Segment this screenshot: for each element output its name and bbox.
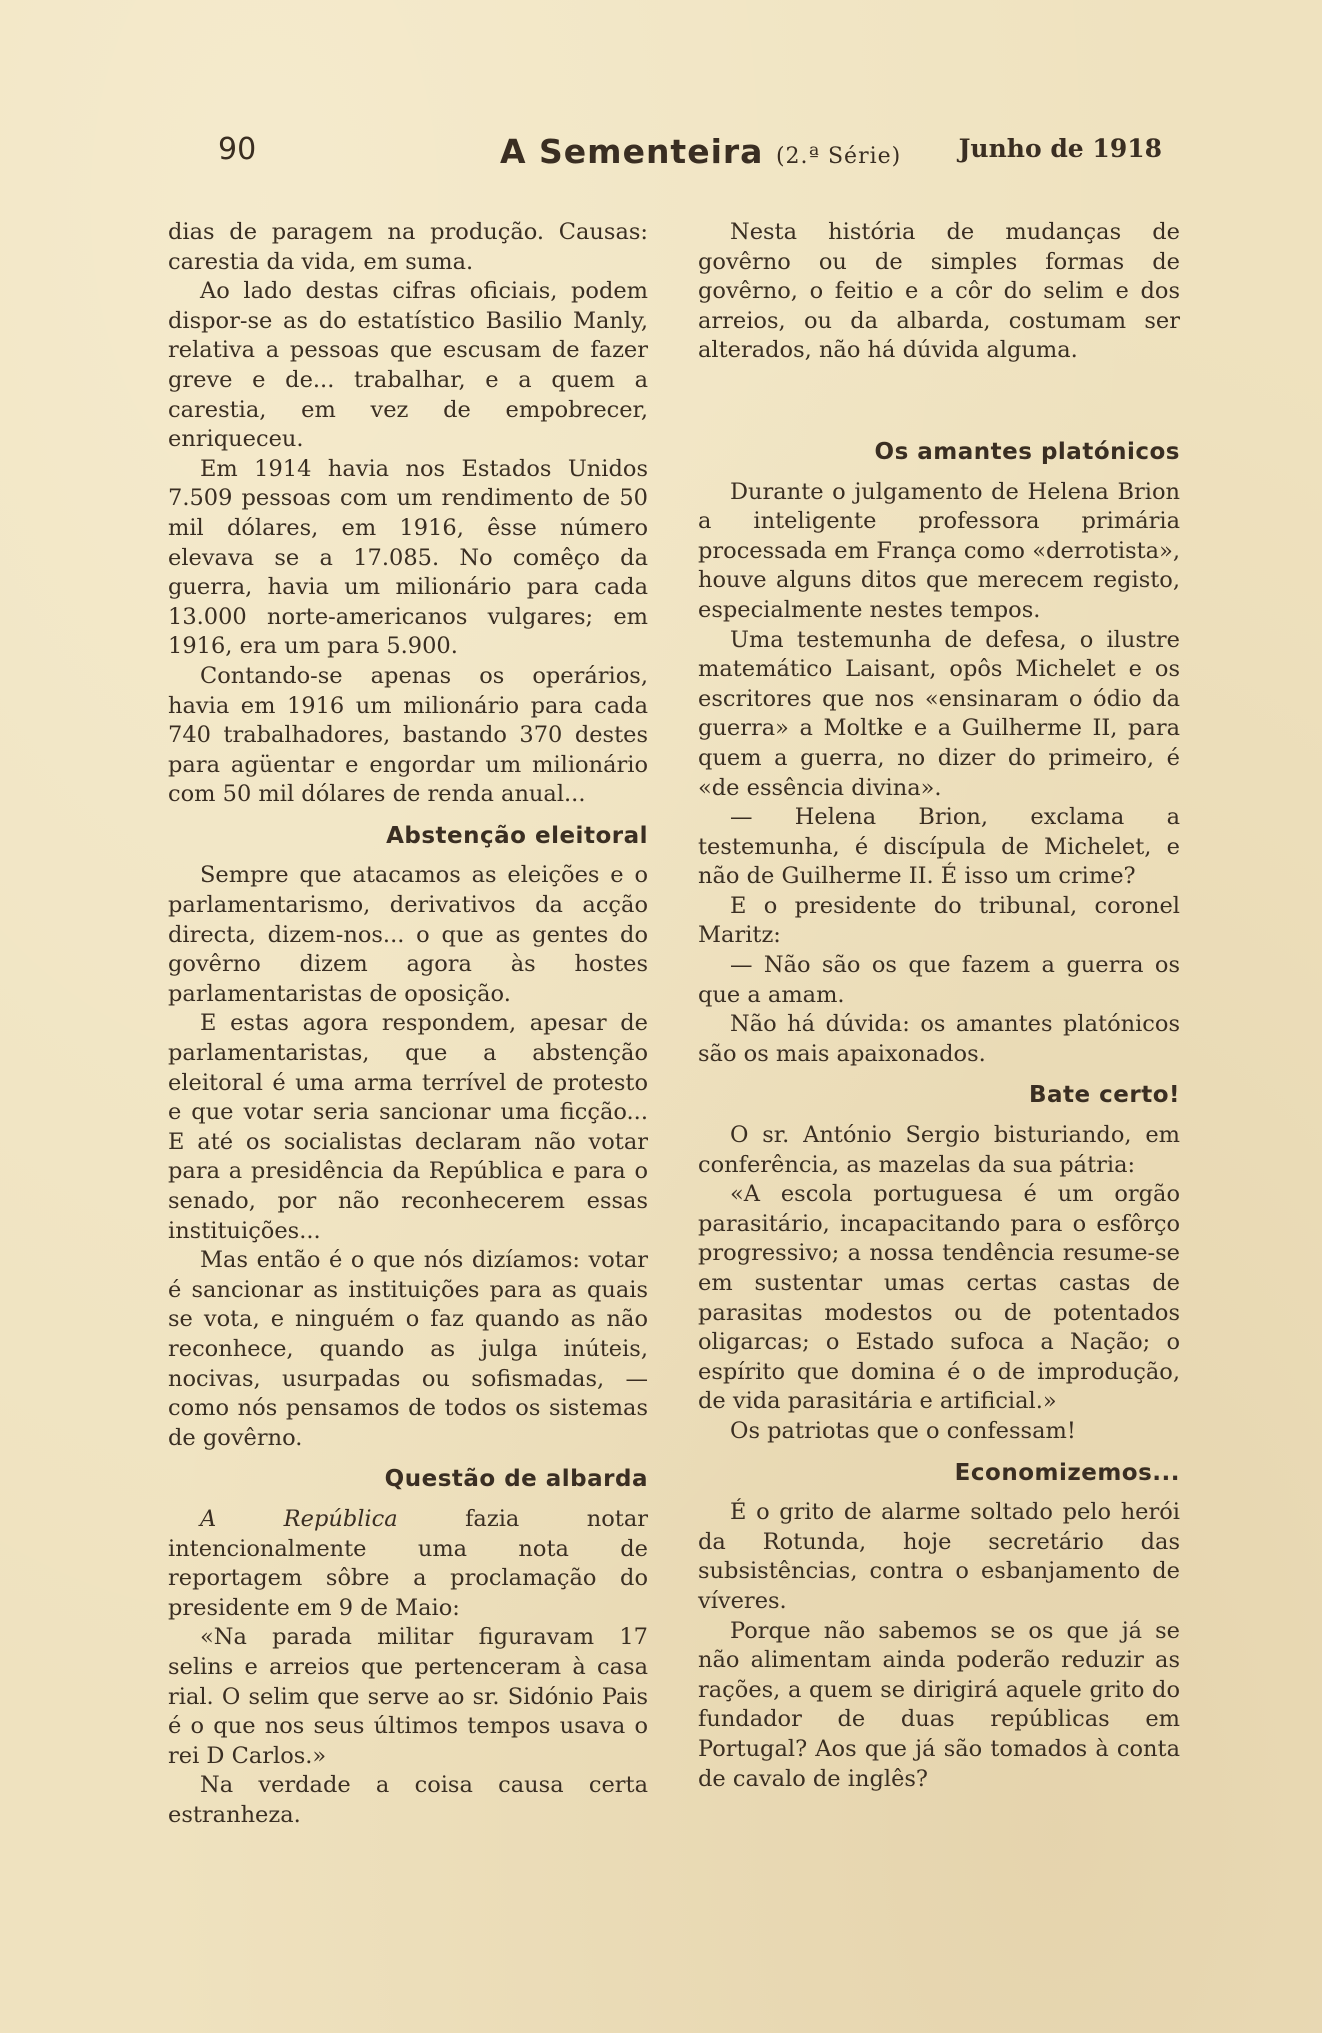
paragraph: Na verdade a coisa causa certa estranheza. (168, 1772, 648, 1828)
page-header (210, 132, 1162, 172)
paragraph: Sempre que atacamos as eleições e o parlamentarismo, derivativos da acção directa, dizem-nos... o que as gentes do govêrno dizem agora às hostes parlamentaristas de oposição. (168, 862, 648, 1007)
paragraph: — Não são os que fazem a guerra os que a amam. (698, 952, 1180, 1008)
paragraph: O sr. António Sergio bisturiando, em conferência, as mazelas da sua pátria: (698, 1122, 1180, 1178)
section-heading-abstencao: Abstenção eleitoral (386, 822, 648, 849)
series-label: (2.ª Série) (775, 144, 902, 169)
newspaper-name: A República (200, 1505, 398, 1532)
section-heading-bate-certo: Bate certo! (1028, 1082, 1180, 1109)
right-column (698, 218, 1180, 1794)
section-heading-albarda: Questão de albarda (384, 1466, 648, 1493)
journal-title (500, 132, 901, 171)
quotation: «Na parada militar figuravam 17 selins e arreios que pertenceram à casa rial. O selim que serve ao sr. Sidónio Pais é o que nos seus últimos tempos usava o rei D Carlos.» (168, 1624, 648, 1769)
paragraph-text: fazia notar intencionalmente uma nota de reportagem sôbre a proclamação do presidente em 9 de Maio: (168, 1505, 648, 1621)
paragraph: Durante o julgamento de Helena Brion a inteligente professora primária processada em França como «derrotista», houve alguns ditos que merecem registo, especialmente nestes tempos. (698, 478, 1180, 623)
paragraph: Em 1914 havia nos Estados Unidos 7.509 pessoas com um rendimento de 50 mil dólares, em 1916, êsse número elevava se a 17.085. No comêço da guerra, havia um milionário para cada 13.000 norte-americanos vulgares; em 1916, era um para 5.900. (168, 455, 648, 660)
paragraph: E estas agora respondem, apesar de parlamentaristas, que a abstenção eleitoral é uma arma terrível de protesto e que votar seria sancionar uma ficção... E até os socialistas declaram não votar para a presidência da República e para o senado, por não reconhecerem essas instituições... (168, 1010, 648, 1244)
paragraph: Mas então é o que nós dizíamos: votar é sancionar as instituições para as quais se vota, e ninguém o faz quando as não reconhece, quando as julga inúteis, nocivas, usurpadas ou sofismadas, — como nós pensamos de todos os sistemas de govêrno. (168, 1247, 648, 1451)
paragraph: Não há dúvida: os amantes platónicos são os mais apaixonados. (698, 1011, 1180, 1067)
paragraph: É o grito de alarme soltado pelo herói da Rotunda, hoje secretário das subsistências, contra o esbanjamento de víveres. (698, 1499, 1180, 1614)
journal-name: A Sementeira (500, 132, 764, 171)
paragraph: Ao lado destas cifras oficiais, podem dispor-se as do estatístico Basilio Manly, relativa a pessoas que escusam de fazer greve e de... trabalhar, e a quem a carestia, em vez de empobrecer, enriqueceu. (168, 278, 648, 453)
quotation: «A escola portuguesa é um orgão parasitário, incapacitando para o esfôrço progressivo; a nossa tendência resume-se em sustentar umas certas castas de parasitas modestos ou de potentados oligarcas; o Estado sufoca a Nação; o espírito que domina é o de improdução, de vida parasitária e artificial.» (698, 1181, 1180, 1415)
paragraph: Nesta história de mudanças de govêrno ou de simples formas de govêrno, o feitio e a côr do selim e dos arreios, ou da albarda, costumam ser alterados, não há dúvida alguma. (698, 219, 1180, 364)
page-number: 90 (218, 132, 257, 167)
spacer (698, 366, 1180, 426)
paragraph: Os patriotas que o confessam! (730, 1417, 1076, 1444)
paragraph: Contando-se apenas os operários, havia em 1916 um milionário para cada 740 trabalhadores, bastando 370 destes para agüentar e engordar um milionário com 50 mil dólares de renda anual... (168, 662, 648, 808)
issue-date: Junho de 1918 (958, 134, 1162, 163)
paragraph (168, 1505, 648, 1623)
section-heading-amantes: Os amantes platónicos (874, 438, 1180, 465)
paragraph: — Helena Brion, exclama a testemunha, é discípula de Michelet, e não de Guilherme II. É isso um crime? (698, 804, 1180, 890)
paragraph: E o presidente do tribunal, coronel Maritz: (698, 892, 1180, 949)
paragraph: Uma testemunha de defesa, o ilustre matemático Laisant, opôs Michelet e os escritores que nos «ensinaram o ódio da guerra» a Moltke e a Guilherme II, para quem a guerra, no dizer do primeiro, é «de essência divina». (698, 626, 1180, 801)
section-heading-economizemos: Economizemos... (954, 1459, 1180, 1486)
left-column (168, 218, 648, 1830)
paragraph: dias de paragem na produção. Causas: carestia da vida, em suma. (168, 219, 648, 275)
paragraph: Porque não sabemos se os que já se não alimentam ainda poderão reduzir as rações, a quem se dirigirá aquele grito do fundador de duas repúblicas em Portugal? Aos que já são tomados à conta de cavalo de inglês? (698, 1617, 1180, 1792)
